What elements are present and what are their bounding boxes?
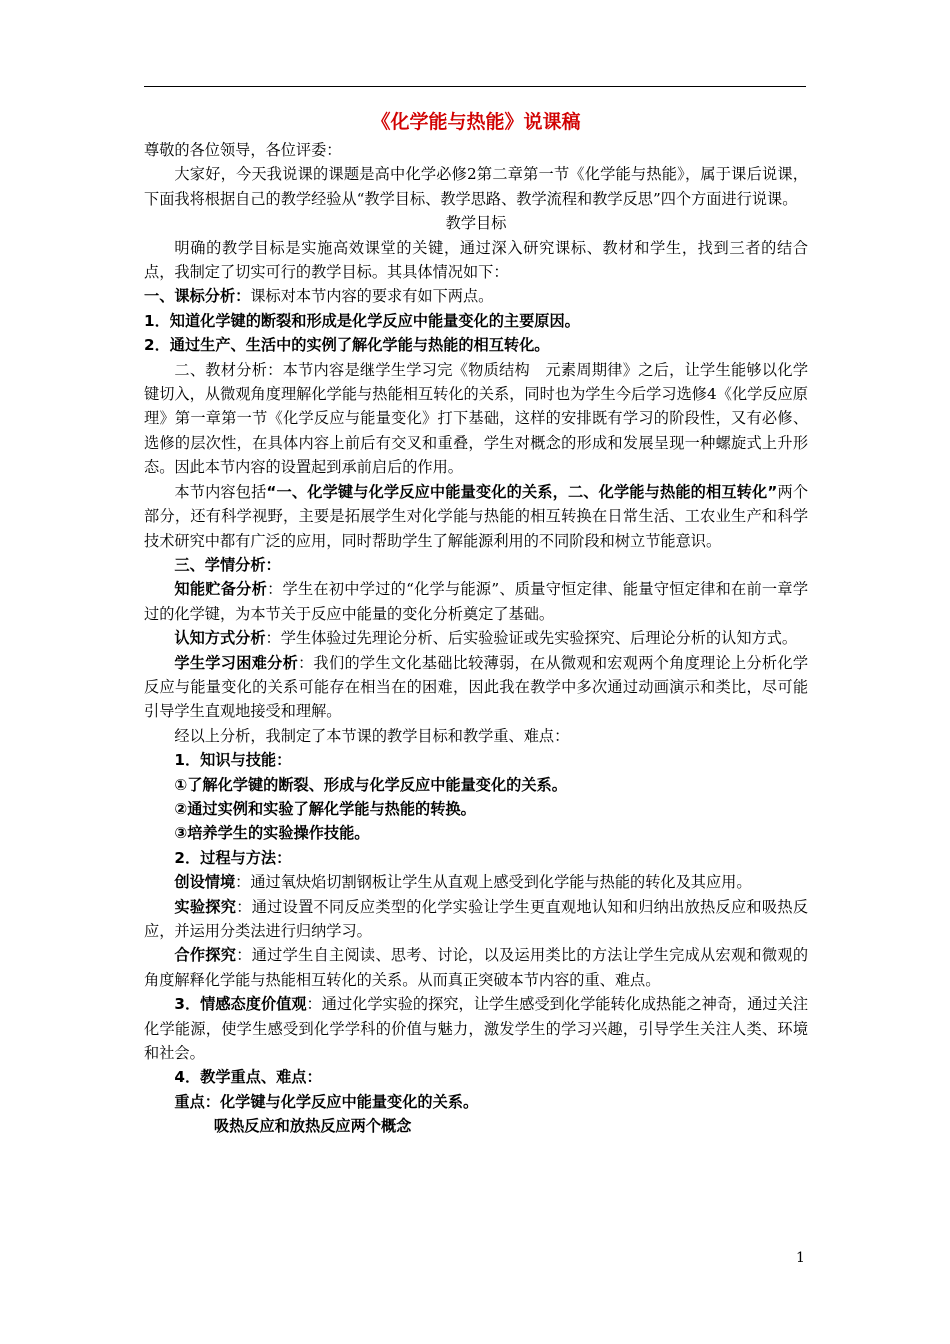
greeting: 尊敬的各位领导，各位评委：	[144, 141, 342, 159]
emotion-paragraph	[144, 992, 808, 1065]
emotion-label: 3．情感态度价值观	[174, 995, 307, 1014]
pm-s1-text: ：通过氧炔焰切割钢板让学生从直观上感受到化学能与热能的转化及其应用。	[235, 873, 752, 892]
goal-paragraph: 明确的教学目标是实施高效课堂的关键，通过深入研究课标、教材和学生，找到三者的结合点，我制定了切实可行的教学目标。其具体情况如下：	[144, 238, 808, 282]
knowledge-analysis	[144, 577, 808, 626]
document-body	[144, 110, 808, 1139]
pm-s3-text: ：通过学生自主阅读、思考、讨论，以及运用类比的方法让学生完成从宏观和微观的角度解释化学能与热能相互转化的关系。从而真正突破本节内容的重、难点。	[144, 946, 809, 989]
curriculum-text: 课标对本节内容的要求有如下两点。	[250, 287, 494, 306]
curriculum-analysis	[144, 284, 808, 308]
page-number: 1	[796, 1250, 805, 1266]
pm-cooperation	[144, 943, 808, 992]
knowledge-label: 知能贮备分析	[174, 580, 268, 599]
pm-experiment	[144, 895, 808, 944]
content-pre: 本节内容包括	[174, 482, 267, 501]
pm-s2-label: 实验探究	[174, 897, 237, 916]
content-paragraph	[144, 480, 808, 553]
document-title: 《化学能与热能》说课稿	[371, 111, 581, 133]
key-line-2: 吸热反应和放热反应两个概念	[213, 1117, 412, 1136]
cognitive-analysis	[144, 626, 808, 650]
curriculum-label: 一、课标分析：	[144, 287, 251, 306]
student-heading: 三、学情分析：	[174, 555, 281, 574]
ks-item-1: ①了解化学键的断裂、形成与化学反应中能量变化的关系。	[174, 775, 567, 794]
pm-s1-label: 创设情境	[174, 873, 236, 892]
curriculum-point-1: 1．知道化学键的断裂和形成是化学反应中能量变化的主要原因。	[144, 311, 580, 330]
content-bold: “一、化学键与化学反应中能量变化的关系，二、化学能与热能的相互转化”	[266, 482, 778, 501]
key-heading: 4．教学重点、难点：	[174, 1068, 322, 1087]
ks-item-2: ②通过实例和实验了解化学能与热能的转换。	[174, 799, 476, 818]
emotion-text: ：通过化学实验的探究，让学生感受到化学能转化成热能之神奇，通过关注化学能源，使学生感受到化学学科的价值与魅力，激发学生的学习兴趣，引导学生关注人类、环境和社会。	[144, 995, 809, 1063]
intro-paragraph: 大家好，今天我说课的课题是高中化学必修2第二章第一节《化学能与热能》，属于课后说课，下面我将根据自己的教学经验从“教学目标、教学思路、教学流程和教学反思”四个方面进行说课。	[144, 165, 808, 208]
pm-s3-label: 合作探究	[174, 946, 237, 965]
knowledge-text: ：学生在初中学过的“化学与能源”、质量守恒定律、能量守恒定律和在前一章学过的化学键，为本节关于反应中能量的变化分析奠定了基础。	[144, 580, 809, 623]
difficulty-analysis	[144, 651, 808, 724]
textbook-analysis: 二、教材分析：本节内容是继学生学习完《物质结构 元素周期律》之后，让学生能够以化学键切入，从微观角度理解化学能与热能相互转化的关系，同时也为学生今后学习选修4《化学反应原理》第一章第一节《化学反应与能量变化》打下基础，这样的安排既有学习的阶段性，又有必修、选修的层次性，在具体内容上前后有交叉和重叠，学生对概念的形成和发展呈现一种螺旋式上升形态。因此本节内容的设置起到承前启后的作用。	[144, 360, 808, 477]
ks-heading: 1．知识与技能：	[174, 751, 292, 770]
cognitive-text: ：学生体验过先理论分析、后实验验证或先实验探究、后理论分析的认知方式。	[265, 629, 798, 648]
content-post: 两个部分，还有科学视野，主要是拓展学生对化学能与热能的相互转换在日常生活、工农业生产和科学技术研究中都有广泛的应用，同时帮助学生了解能源利用的不同阶段和树立节能意识。	[144, 482, 809, 550]
summary-paragraph: 经以上分析，我制定了本节课的教学目标和教学重、难点：	[174, 726, 570, 745]
difficulty-text: ：我们的学生文化基础比较薄弱，在从微观和宏观两个角度理论上分析化学反应与能量变化的关系可能存在相当在的困难，因此我在教学中多次通过动画演示和类比，尽可能引导学生直观地接受和理解。	[144, 653, 809, 721]
pm-s2-text: ：通过设置不同反应类型的化学实验让学生更直观地认知和归纳出放热反应和吸热反应，并运用分类法进行归纳学习。	[144, 897, 809, 940]
section-heading-goals: 教学目标	[445, 214, 507, 233]
key-line-1: 重点：化学键与化学反应中能量变化的关系。	[174, 1092, 479, 1111]
pm-heading: 2．过程与方法：	[174, 848, 292, 867]
ks-item-3: ③培养学生的实验操作技能。	[174, 824, 370, 843]
curriculum-point-2: 2．通过生产、生活中的实例了解化学能与热能的相互转化。	[144, 336, 550, 355]
header-rule	[144, 86, 806, 87]
pm-situation	[144, 870, 808, 894]
difficulty-label: 学生学习困难分析	[174, 653, 299, 672]
cognitive-label: 认知方式分析	[174, 629, 266, 648]
